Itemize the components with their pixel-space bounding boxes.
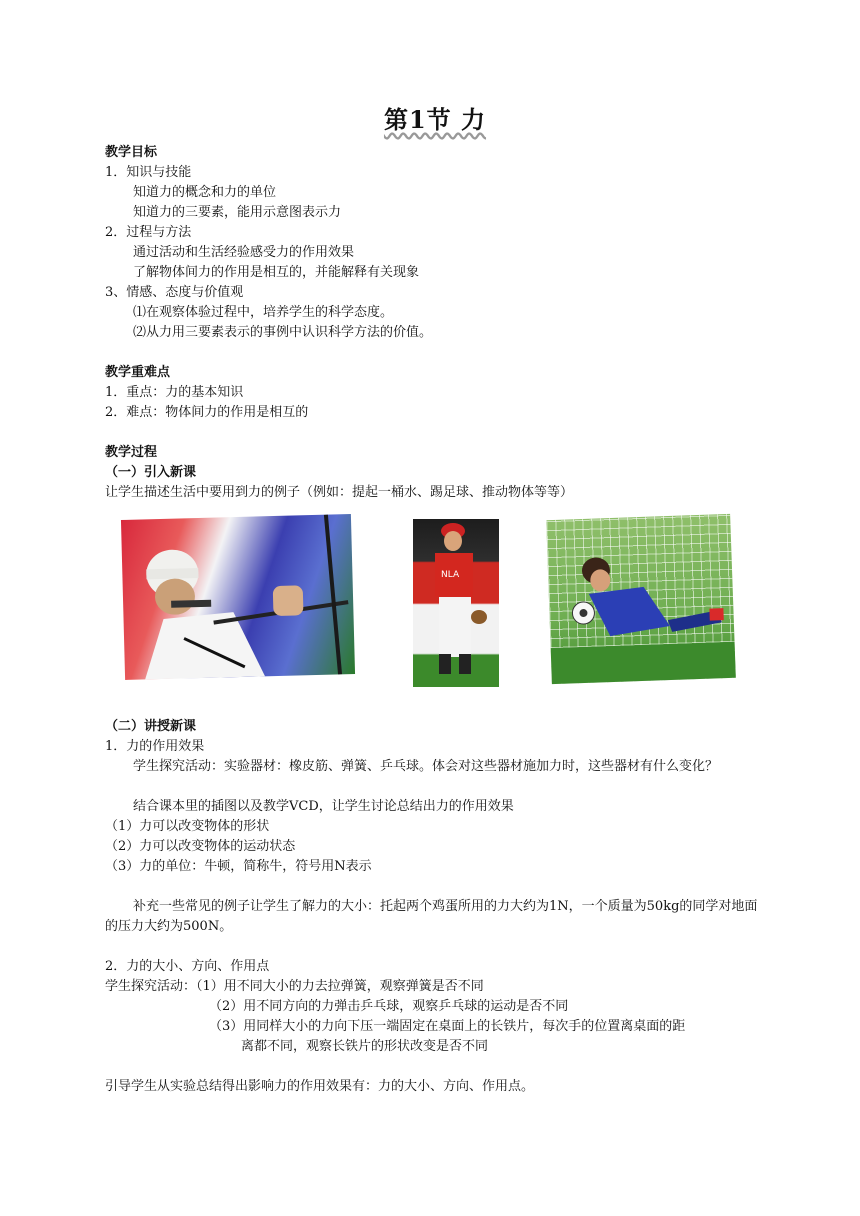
key-point-item: 2．难点：物体间力的作用是相互的: [105, 405, 309, 420]
objectives-heading: 教学目标: [105, 145, 158, 160]
effects-title: 1．力的作用效果: [105, 739, 205, 754]
intro-heading: （一）引入新课: [105, 465, 197, 480]
discuss-text: 结合课本里的插图以及教学VCD，让学生讨论总结出力的作用效果: [133, 799, 514, 814]
document-page: [105, 100, 765, 1097]
activity2-label: 学生探究活动：: [105, 979, 197, 994]
three-elements-title: 2．力的大小、方向、作用点: [105, 959, 270, 974]
knowledge-skills-title: 1．知识与技能: [105, 165, 192, 180]
activity2-item: （2）用不同方向的力弹击乒乓球，观察乒乓球的运动是否不同: [209, 999, 569, 1014]
knowledge-item: 知道力的概念和力的单位: [133, 185, 277, 200]
emotion-item: ⑵从力用三要素表示的事例中认识科学方法的价值。: [133, 325, 433, 340]
process-heading: 教学过程: [105, 445, 158, 460]
effect-item: （3）力的单位：牛顿，简称牛，符号用N表示: [105, 859, 372, 874]
svg-text:NLA: NLA: [441, 570, 460, 580]
supplement-text: 补充一些常见的例子让学生了解力的大小：托起两个鸡蛋所用的力大约为1N，一个质量为50kg的同学对地面的压力大约为500N。: [105, 899, 758, 934]
effect-item: （2）力可以改变物体的运动状态: [105, 839, 296, 854]
activity2-row: [105, 977, 765, 997]
archery-photo: [121, 514, 355, 680]
process-item: 通过活动和生活经验感受力的作用效果: [133, 245, 355, 260]
lesson-heading: （二）讲授新课: [105, 719, 197, 734]
key-point-item: 1．重点：力的基本知识: [105, 385, 244, 400]
process-item: 了解物体间力的作用是相互的，并能解释有关现象: [133, 265, 420, 280]
page-title: 第1节 力: [383, 105, 487, 134]
goalkeeper-photo: [546, 514, 736, 684]
key-points-heading: 教学重难点: [105, 365, 171, 380]
activity2-item: （1）用不同大小的力去拉弹簧，观察弹簧是否不同: [196, 979, 484, 994]
knowledge-item: 知道力的三要素，能用示意图表示力: [133, 205, 342, 220]
photo-row: [105, 511, 765, 711]
activity-text: 学生探究活动：实验器材：橡皮筋、弹簧、乒乓球。体会对这些器材施加力时，这些器材有什么变化？: [133, 759, 719, 774]
effect-item: （1）力可以改变物体的形状: [105, 819, 270, 834]
conclusion-text: 引导学生从实验总结得出影响力的作用效果有：力的大小、方向、作用点。: [105, 1079, 535, 1094]
activity2-item: （3）用同样大小的力向下压一端固定在桌面上的长铁片，每次手的位置离桌面的距: [209, 1019, 686, 1034]
baseball-player-photo: [413, 519, 499, 687]
activity2-item-continued: 离都不同，观察长铁片的形状改变是否不同: [241, 1039, 489, 1054]
emotion-item: ⑴在观察体验过程中，培养学生的科学态度。: [133, 305, 394, 320]
intro-text: 让学生描述生活中要用到力的例子（例如：提起一桶水、踢足球、推动物体等等）: [105, 485, 574, 500]
emotion-values-title: 3、情感、态度与价值观: [105, 285, 244, 300]
process-method-title: 2．过程与方法: [105, 225, 192, 240]
